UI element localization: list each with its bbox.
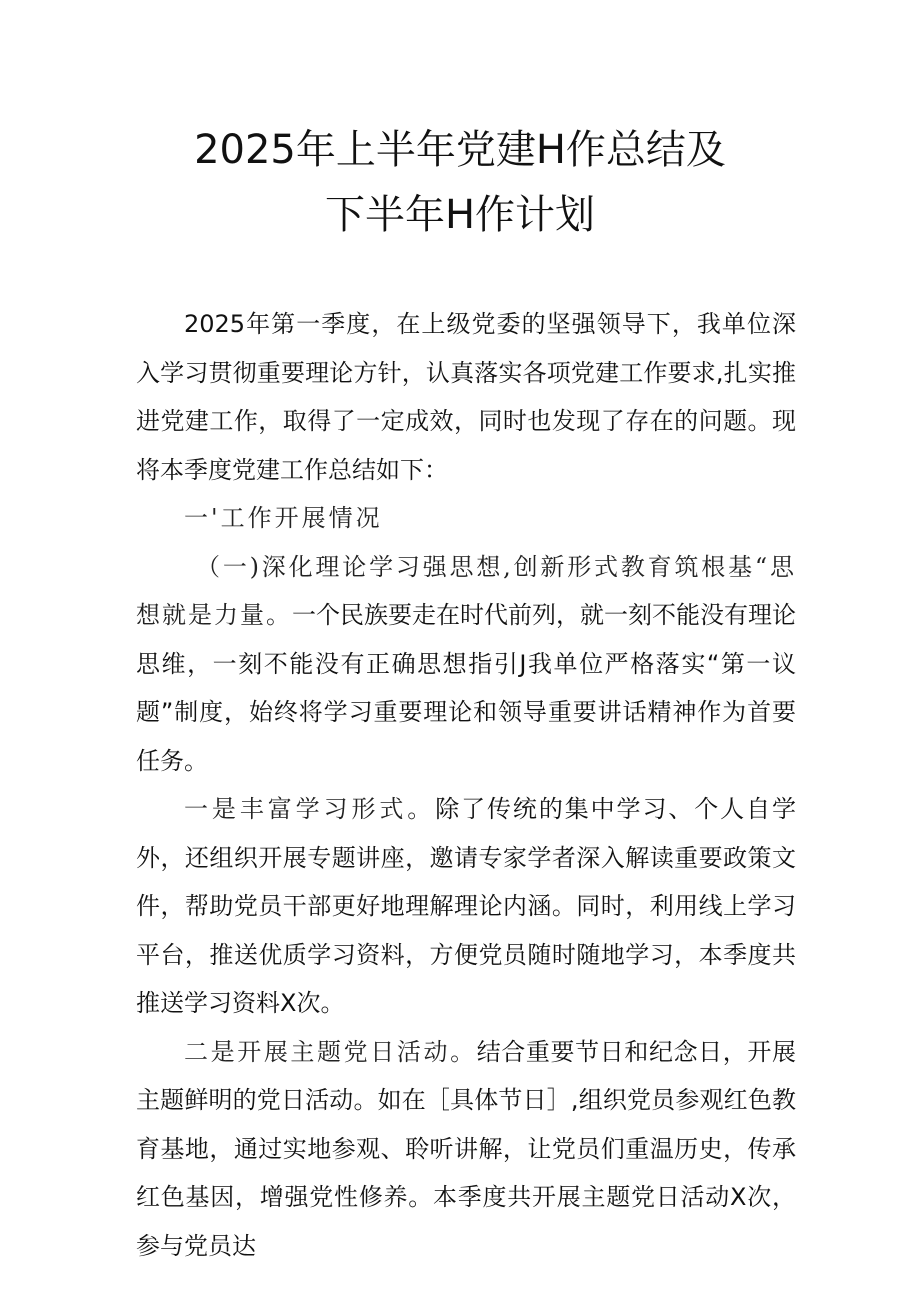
subsection1-text: 一个民族要走在时代前列，就一刻不能没有理论思维，一刻不能没有正确思想指引J我单位严格落实“第一议题”制度，始终将学习重要理论和领导重要讲话精神作为首要任务。	[136, 601, 796, 775]
item1-text: 除了传统的集中学习、个人自学外，还组织开展专题讲座，邀请专家学者深入解读重要政策文件，帮助党员干部更好地理解理论内涵。同时，利用线上学习平台，推送优质学习资料，方便党员随时随地学习，本季度共推送学习资料X次。	[136, 795, 797, 1017]
item2-title: 二是开展主题党日活动。	[184, 1037, 477, 1066]
subsection1-title: （一)深化理论学习强思想,创新形式教育筑根基“思想就是力量。	[136, 552, 796, 629]
item2-paragraph	[136, 1028, 796, 1271]
document-body	[136, 300, 796, 1270]
item2-text: 结合重要节日和纪念日，开展主题鲜明的党日活动。如在［具体节日］,组织党员参观红色教育基地，通过实地参观、聆听讲解，让党员们重温历史，传承红色基因，增强党性修养。本季度共开展主题党日活动X次，参与党员达	[136, 1037, 797, 1260]
document-title-line1: 2025年上半年党建H作总结及	[194, 127, 726, 173]
subsection1-paragraph	[136, 543, 796, 786]
item1-paragraph	[136, 785, 796, 1028]
intro-paragraph: 2025年第一季度，在上级党委的坚强领导下，我单位深入学习贯彻重要理论方针，认真落实各项党建工作要求,扎实推进党建工作，取得了一定成效，同时也发现了存在的问题。现将本季度党建工作总结如下：	[136, 310, 796, 484]
section1-heading: 一'工作开展情况	[184, 504, 383, 532]
document-title-line2: 下半年H作计划	[324, 192, 596, 238]
item1-title: 一是丰富学习形式。	[184, 795, 436, 823]
